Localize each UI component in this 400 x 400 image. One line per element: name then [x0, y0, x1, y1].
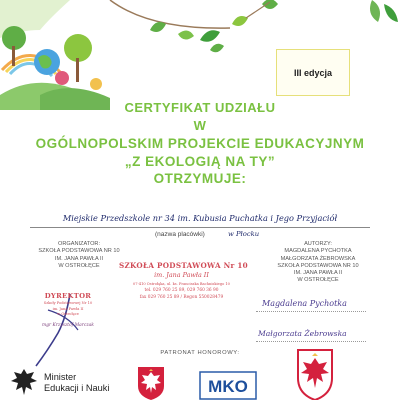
authors-block	[243, 241, 393, 285]
recipient-underline	[30, 227, 370, 228]
organizer-line: IM. JANA PAWŁA II	[54, 255, 104, 262]
school-stamp-line: 07-410 Ostrołęka, ul. ks. Franciszka Bachniskiego 10	[133, 282, 230, 286]
signature-line	[256, 311, 366, 312]
certificate-title-line-3: OGÓLNOPOLSKIM PROJEKCIE EDUKACYJNYM	[35, 136, 365, 151]
school-stamp-line: SZKOŁA PODSTAWOWA Nr 10	[119, 261, 248, 270]
poland-coat-of-arms	[132, 366, 170, 400]
mazovia-coat-of-arms	[296, 348, 334, 400]
director-signature-name: mgr Krzysztof Marczak	[42, 322, 94, 328]
author-line: W OSTROŁĘCE	[297, 277, 339, 284]
author-line: SZKOŁA PODSTAWOWA NR 10	[277, 262, 359, 269]
organizer-line: W OSTROŁĘCE	[58, 262, 100, 269]
white-eagle-shield-icon	[132, 366, 170, 400]
school-stamp-line: im. Jana Pawła II	[154, 271, 209, 279]
certificate-title-line-5: OTRZYMUJE:	[153, 171, 247, 186]
author-line: MAŁGORZATA ŻEBROWSKA	[280, 255, 356, 262]
director-stamp-line: Szkoły Podstawowej Nr 10	[43, 301, 93, 305]
organizer-line: SZKOŁA PODSTAWOWA NR 10	[38, 248, 120, 255]
organizer-heading: ORGANIZATOR:	[57, 241, 101, 247]
mko-logo	[199, 371, 257, 400]
author-signature: Magdalena Pychotka	[262, 299, 347, 308]
school-stamp-line: fax 029 760 25 89 / Regon 550028479	[139, 295, 224, 300]
project-name: „Z EKOLOGIĄ NA TY”	[124, 154, 276, 169]
author-line: IM. JANA PAWŁA II	[293, 270, 343, 277]
mko-logo-text: MKO	[208, 377, 248, 396]
ministry-logo	[8, 366, 108, 400]
recipient-city: w Płocku	[228, 230, 260, 238]
director-stamp-title: DYREKTOR	[44, 292, 92, 300]
edition-badge: III edycja	[276, 49, 350, 96]
mko-emblem-icon	[199, 371, 257, 400]
red-eagle-shield-icon	[296, 348, 334, 400]
director-stamp	[30, 292, 106, 328]
signature-line	[256, 341, 366, 342]
certificate-title-line-1: CERTYFIKAT UDZIAŁU	[124, 100, 276, 115]
recipient-label: (nazwa placówki)	[155, 231, 205, 238]
director-stamp-line: im. Jana Pawła II	[52, 306, 84, 311]
eagle-emblem-icon	[8, 366, 40, 398]
certificate-title-line-2: W	[193, 118, 207, 133]
director-stamp-line: w Ostrołęce	[57, 312, 79, 317]
author-line: MAGDALENA PYCHOTKA	[284, 248, 352, 255]
school-stamp	[119, 261, 248, 316]
recipient-name: Miejskie Przedszkole nr 34 im. Kubusia Puchatka i Jego Przyjaciół	[62, 213, 338, 223]
school-stamp-line: tel. 029 760 25 89, 029 760 36 90	[144, 288, 219, 293]
author-signature: Małgorzata Żebrowska	[258, 329, 347, 338]
patronage-heading: PATRONAT HONOROWY:	[160, 350, 240, 356]
authors-heading: AUTORZY:	[304, 241, 332, 247]
ministry-name-line: Minister	[44, 372, 77, 382]
ministry-name-line: Edukacji i Nauki	[44, 383, 110, 393]
